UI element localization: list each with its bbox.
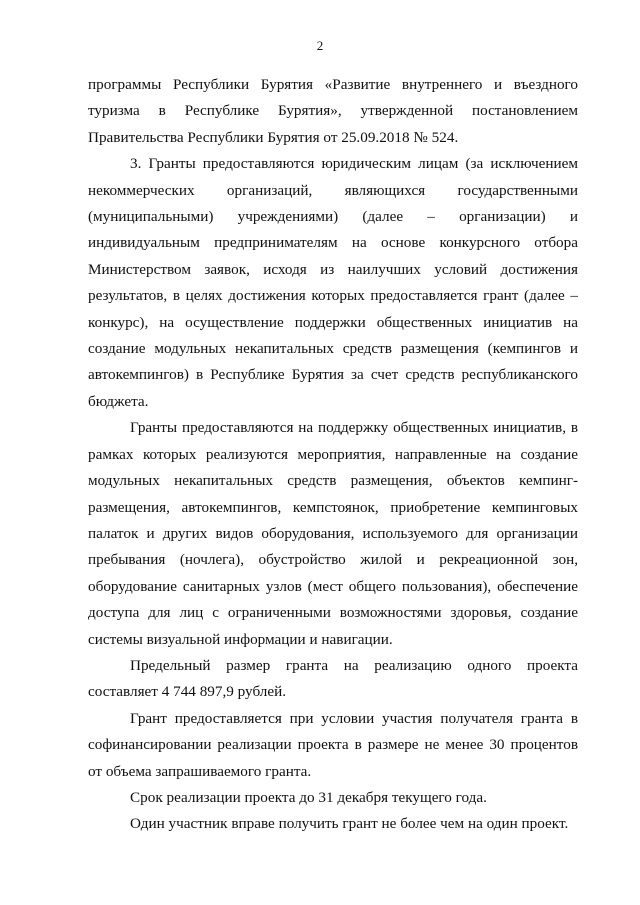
page-number: 2 — [316, 38, 324, 53]
paragraph-clause-3: 3. Гранты предоставляются юридическим лицам (за исключением некоммерческих организаций, являющихся государственными (муниципальными) учреждениями) (далее – организации) и индивидуальным предпринимателям на основе конкурсного отбора Министерством заявок, исходя из наилучших условий достижения результатов, в целях достижения которых предоставляется грант (далее – конкурс), на осуществление поддержки общественных инициатив на создание модульных некапитальных средств размещения (кемпингов и автокемпингов) в Республике Бурятия за счет средств республиканского бюджета. — [88, 155, 578, 410]
paragraph-one-project: Один участник вправе получить грант не более чем на один проект. — [130, 815, 569, 833]
paragraph-cofinancing: Грант предоставляется при условии участия получателя гранта в софинансировании реализации проекта в размере не менее 30 процентов от объема запрашиваемого гранта. — [88, 709, 578, 780]
paragraph-grant-activities: Гранты предоставляются на поддержку общественных инициатив, в рамках которых реализуются мероприятия, направленные на создание модульных некапитальных средств размещения, объектов кемпинг-размещения, автокемпингов, кемпстоянок, приобретение кемпинговых палаток и других видов оборудования, используемого для организации пребывания (ночлега), обустройство жилой и рекреационной зон, оборудование санитарных узлов (мест общего пользования), обеспечение доступа для лиц с ограниченными возможностями здоровья, создание системы визуальной информации и навигации. — [88, 419, 578, 648]
document-body — [88, 72, 578, 838]
paragraph-continuation: программы Республики Бурятия «Развитие внутреннего и въездного туризма в Республике Бурятия», утвержденной постановлением Правительства Республики Бурятия от 25.09.2018 № 524. — [88, 76, 578, 146]
paragraph-grant-max-amount: Предельный размер гранта на реализацию одного проекта составляет 4 744 897,9 рублей. — [88, 656, 578, 701]
paragraph-deadline: Срок реализации проекта до 31 декабря текущего года. — [130, 788, 487, 806]
